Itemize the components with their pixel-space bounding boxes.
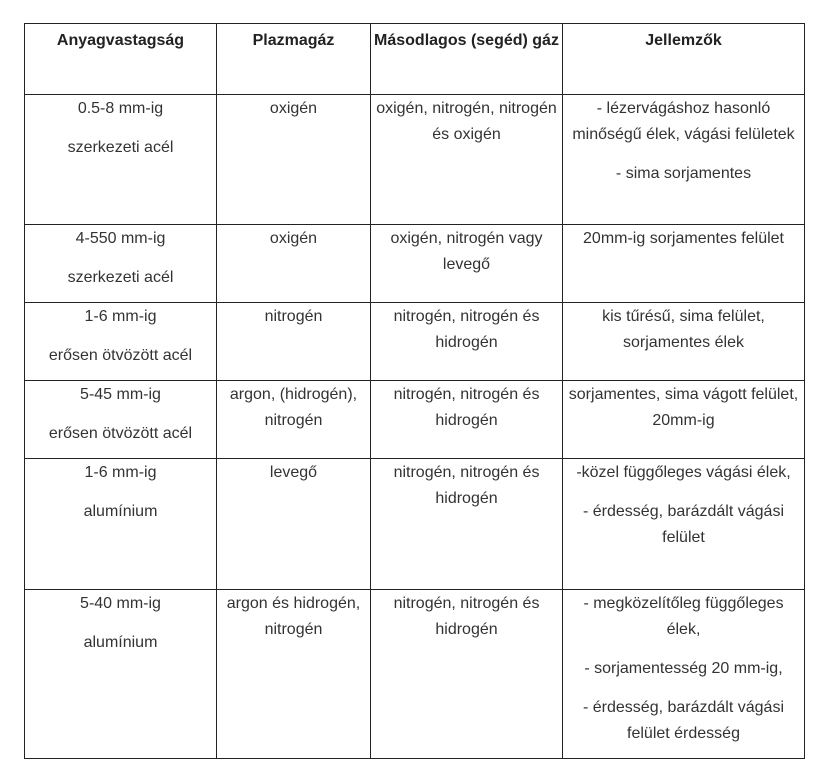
table-row — [25, 95, 805, 225]
features-cell — [563, 303, 805, 381]
cell-text-line: sorjamentes, sima vágott felület, 20mm-ig — [568, 386, 799, 429]
features-cell — [563, 381, 805, 459]
thickness-cell — [25, 303, 217, 381]
cell-text-line: oxigén, nitrogén, nitrogén és oxigén — [376, 100, 557, 143]
table-row — [25, 225, 805, 303]
cell-text-line: nitrogén, nitrogén és hidrogén — [393, 595, 540, 638]
cell-text-line: erősen ötvözött acél — [48, 425, 193, 442]
cell-text-line: levegő — [269, 464, 318, 481]
table-body — [25, 95, 805, 759]
plasma-gas-cell — [217, 459, 371, 590]
cell-text-line: erősen ötvözött acél — [48, 347, 193, 364]
features-cell — [563, 459, 805, 590]
cell-text-line: oxigén, nitrogén vagy levegő — [390, 230, 543, 273]
cell-text-line: nitrogén, nitrogén és hidrogén — [393, 464, 540, 507]
plasma-gas-cell — [217, 303, 371, 381]
thickness-cell — [25, 459, 217, 590]
cell-text-line: alumínium — [83, 634, 158, 651]
cell-text-line: argon, (hidrogén), nitrogén — [229, 386, 358, 429]
table-row — [25, 303, 805, 381]
cell-text-line: argon és hidrogén, nitrogén — [226, 595, 361, 638]
cell-text-line: - sorjamentesség 20 mm-ig, — [584, 660, 783, 677]
cell-text-line: - megközelítőleg függőleges élek, — [583, 595, 784, 638]
plasma-gas-cell — [217, 225, 371, 303]
cell-text-line: alumínium — [83, 503, 158, 520]
cell-text-line: szerkezeti acél — [67, 269, 174, 286]
header-plasma-gas: Plazmagáz — [217, 24, 371, 95]
cell-text-line: kis tűrésű, sima felület, sorjamentes élek — [602, 308, 765, 351]
secondary-gas-cell — [371, 303, 563, 381]
cell-text-line: 1-6 mm-ig — [84, 464, 157, 481]
table-row — [25, 459, 805, 590]
cell-text-line: oxigén — [269, 230, 318, 247]
features-cell — [563, 590, 805, 759]
secondary-gas-cell — [371, 381, 563, 459]
table-row — [25, 381, 805, 459]
cell-text-line: 1-6 mm-ig — [84, 308, 157, 325]
secondary-gas-cell — [371, 95, 563, 225]
header-row — [25, 24, 805, 95]
cell-text-line: oxigén — [269, 100, 318, 117]
header-features: Jellemzők — [563, 24, 805, 95]
cell-text-line: - érdesség, barázdált vágási felület — [583, 503, 784, 546]
cell-text-line: szerkezeti acél — [67, 139, 174, 156]
cell-text-line: -közel függőleges vágási élek, — [576, 464, 791, 481]
plasma-gas-cell — [217, 95, 371, 225]
header-secondary-gas: Másodlagos (segéd) gáz — [371, 24, 563, 95]
cell-text-line: nitrogén, nitrogén és hidrogén — [393, 386, 540, 429]
table-header — [25, 24, 805, 95]
thickness-cell — [25, 95, 217, 225]
secondary-gas-cell — [371, 225, 563, 303]
header-thickness: Anyagvastagság — [25, 24, 217, 95]
features-cell — [563, 95, 805, 225]
cell-text-line: - érdesség, barázdált vágási felület érdesség — [583, 699, 784, 742]
features-cell — [563, 225, 805, 303]
thickness-cell — [25, 381, 217, 459]
cell-text-line: 20mm-ig sorjamentes felület — [583, 230, 784, 247]
cell-text-line: nitrogén — [264, 308, 323, 325]
gas-selection-table — [24, 23, 805, 759]
cell-text-line: 4-550 mm-ig — [75, 230, 166, 247]
cell-text-line: - sima sorjamentes — [615, 165, 752, 182]
secondary-gas-cell — [371, 590, 563, 759]
cell-text-line: nitrogén, nitrogén és hidrogén — [393, 308, 540, 351]
table-row — [25, 590, 805, 759]
thickness-cell — [25, 225, 217, 303]
cell-text-line: 5-40 mm-ig — [80, 595, 161, 612]
plasma-gas-cell — [217, 590, 371, 759]
cell-text-line: 5-45 mm-ig — [80, 386, 161, 403]
thickness-cell — [25, 590, 217, 759]
secondary-gas-cell — [371, 459, 563, 590]
cell-text-line: 0.5-8 mm-ig — [77, 100, 164, 117]
plasma-gas-cell — [217, 381, 371, 459]
cell-text-line: - lézervágáshoz hasonló minőségű élek, vágási felületek — [572, 100, 795, 143]
